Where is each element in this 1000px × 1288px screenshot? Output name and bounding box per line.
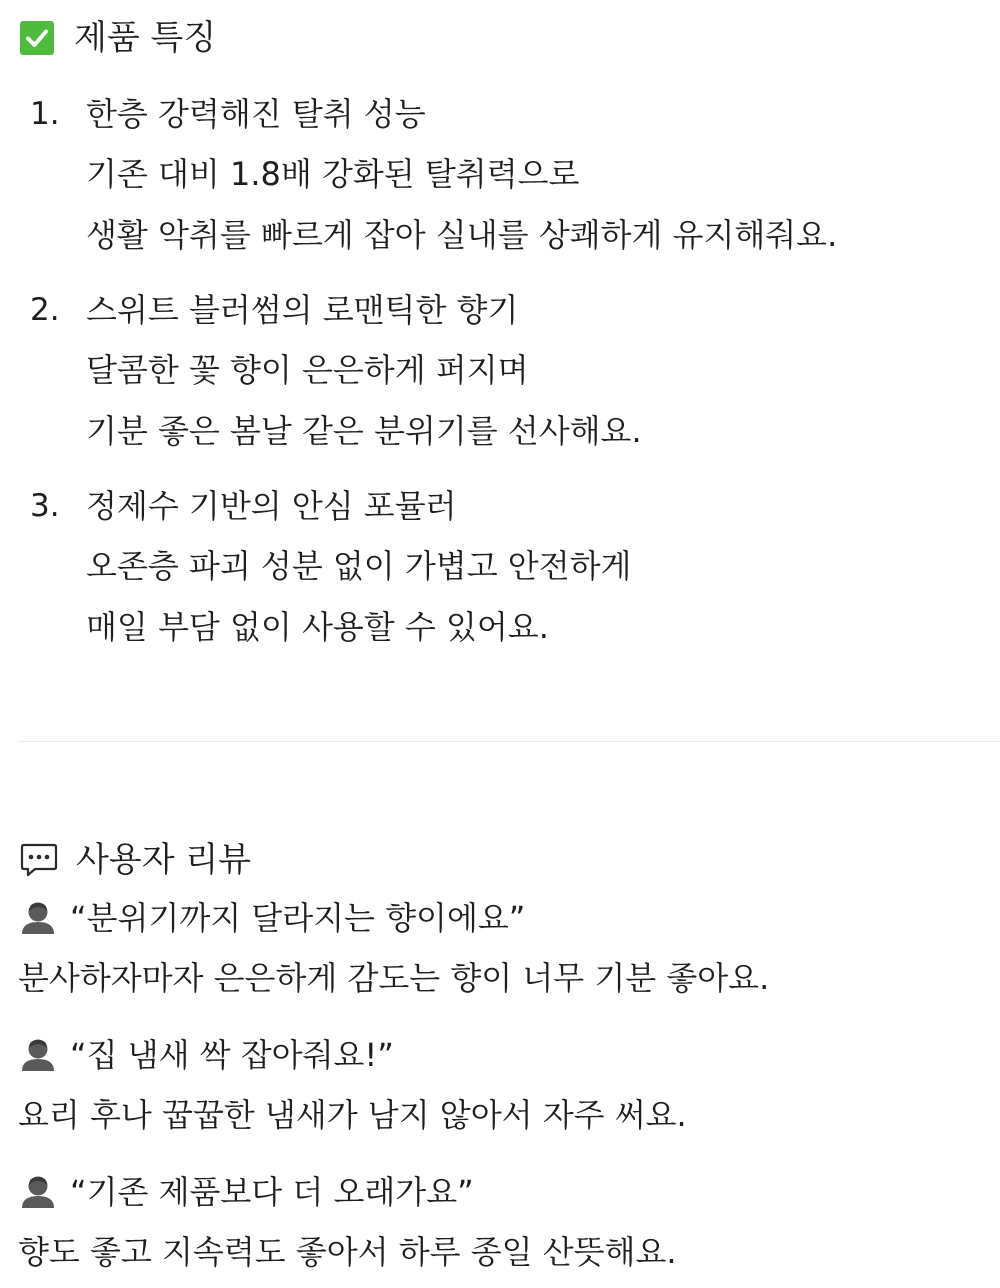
feature-number: 3. (30, 488, 60, 524)
person-icon (20, 900, 56, 936)
feature-description-line: 오존층 파괴 성분 없이 가볍고 안전하게 (86, 547, 632, 585)
review-title-text: “분위기까지 달라지는 향이에요” (70, 899, 526, 937)
review-title-text: “집 냄새 싹 잡아줘요!” (70, 1036, 394, 1074)
review-title (20, 1172, 474, 1212)
feature-description-line: 달콤한 꽃 향이 은은하게 퍼지며 (86, 351, 529, 389)
review-title (20, 1035, 394, 1075)
feature-title: 한층 강력해진 탈취 성능 (86, 95, 426, 133)
section-divider (18, 741, 1000, 742)
reviews-heading (20, 838, 251, 882)
feature-description-line: 매일 부담 없이 사용할 수 있어요. (86, 608, 549, 646)
speech-bubble-icon (20, 842, 58, 878)
feature-number: 2. (30, 292, 60, 328)
feature-number: 1. (30, 96, 60, 132)
person-icon (20, 1037, 56, 1073)
feature-description-line: 기분 좋은 봄날 같은 분위기를 선사해요. (86, 412, 642, 450)
reviews-heading-text: 사용자 리뷰 (76, 840, 252, 880)
features-heading (20, 16, 216, 60)
feature-description-line: 기존 대비 1.8배 강화된 탈취력으로 (86, 155, 580, 193)
review-body: 요리 후나 꿉꿉한 냄새가 남지 않아서 자주 써요. (18, 1096, 687, 1134)
feature-description-line: 생활 악취를 빠르게 잡아 실내를 상쾌하게 유지해줘요. (86, 216, 838, 254)
feature-title: 스위트 블러썸의 로맨틱한 향기 (86, 291, 519, 329)
feature-title: 정제수 기반의 안심 포뮬러 (86, 487, 457, 525)
review-title (20, 898, 525, 938)
review-body: 분사하자마자 은은하게 감도는 향이 너무 기분 좋아요. (18, 959, 770, 997)
check-mark-icon (20, 21, 54, 55)
features-heading-text: 제품 특징 (74, 18, 217, 58)
person-icon (20, 1174, 56, 1210)
review-title-text: “기존 제품보다 더 오래가요” (70, 1173, 474, 1211)
review-body: 향도 좋고 지속력도 좋아서 하루 종일 산뜻해요. (18, 1233, 677, 1271)
